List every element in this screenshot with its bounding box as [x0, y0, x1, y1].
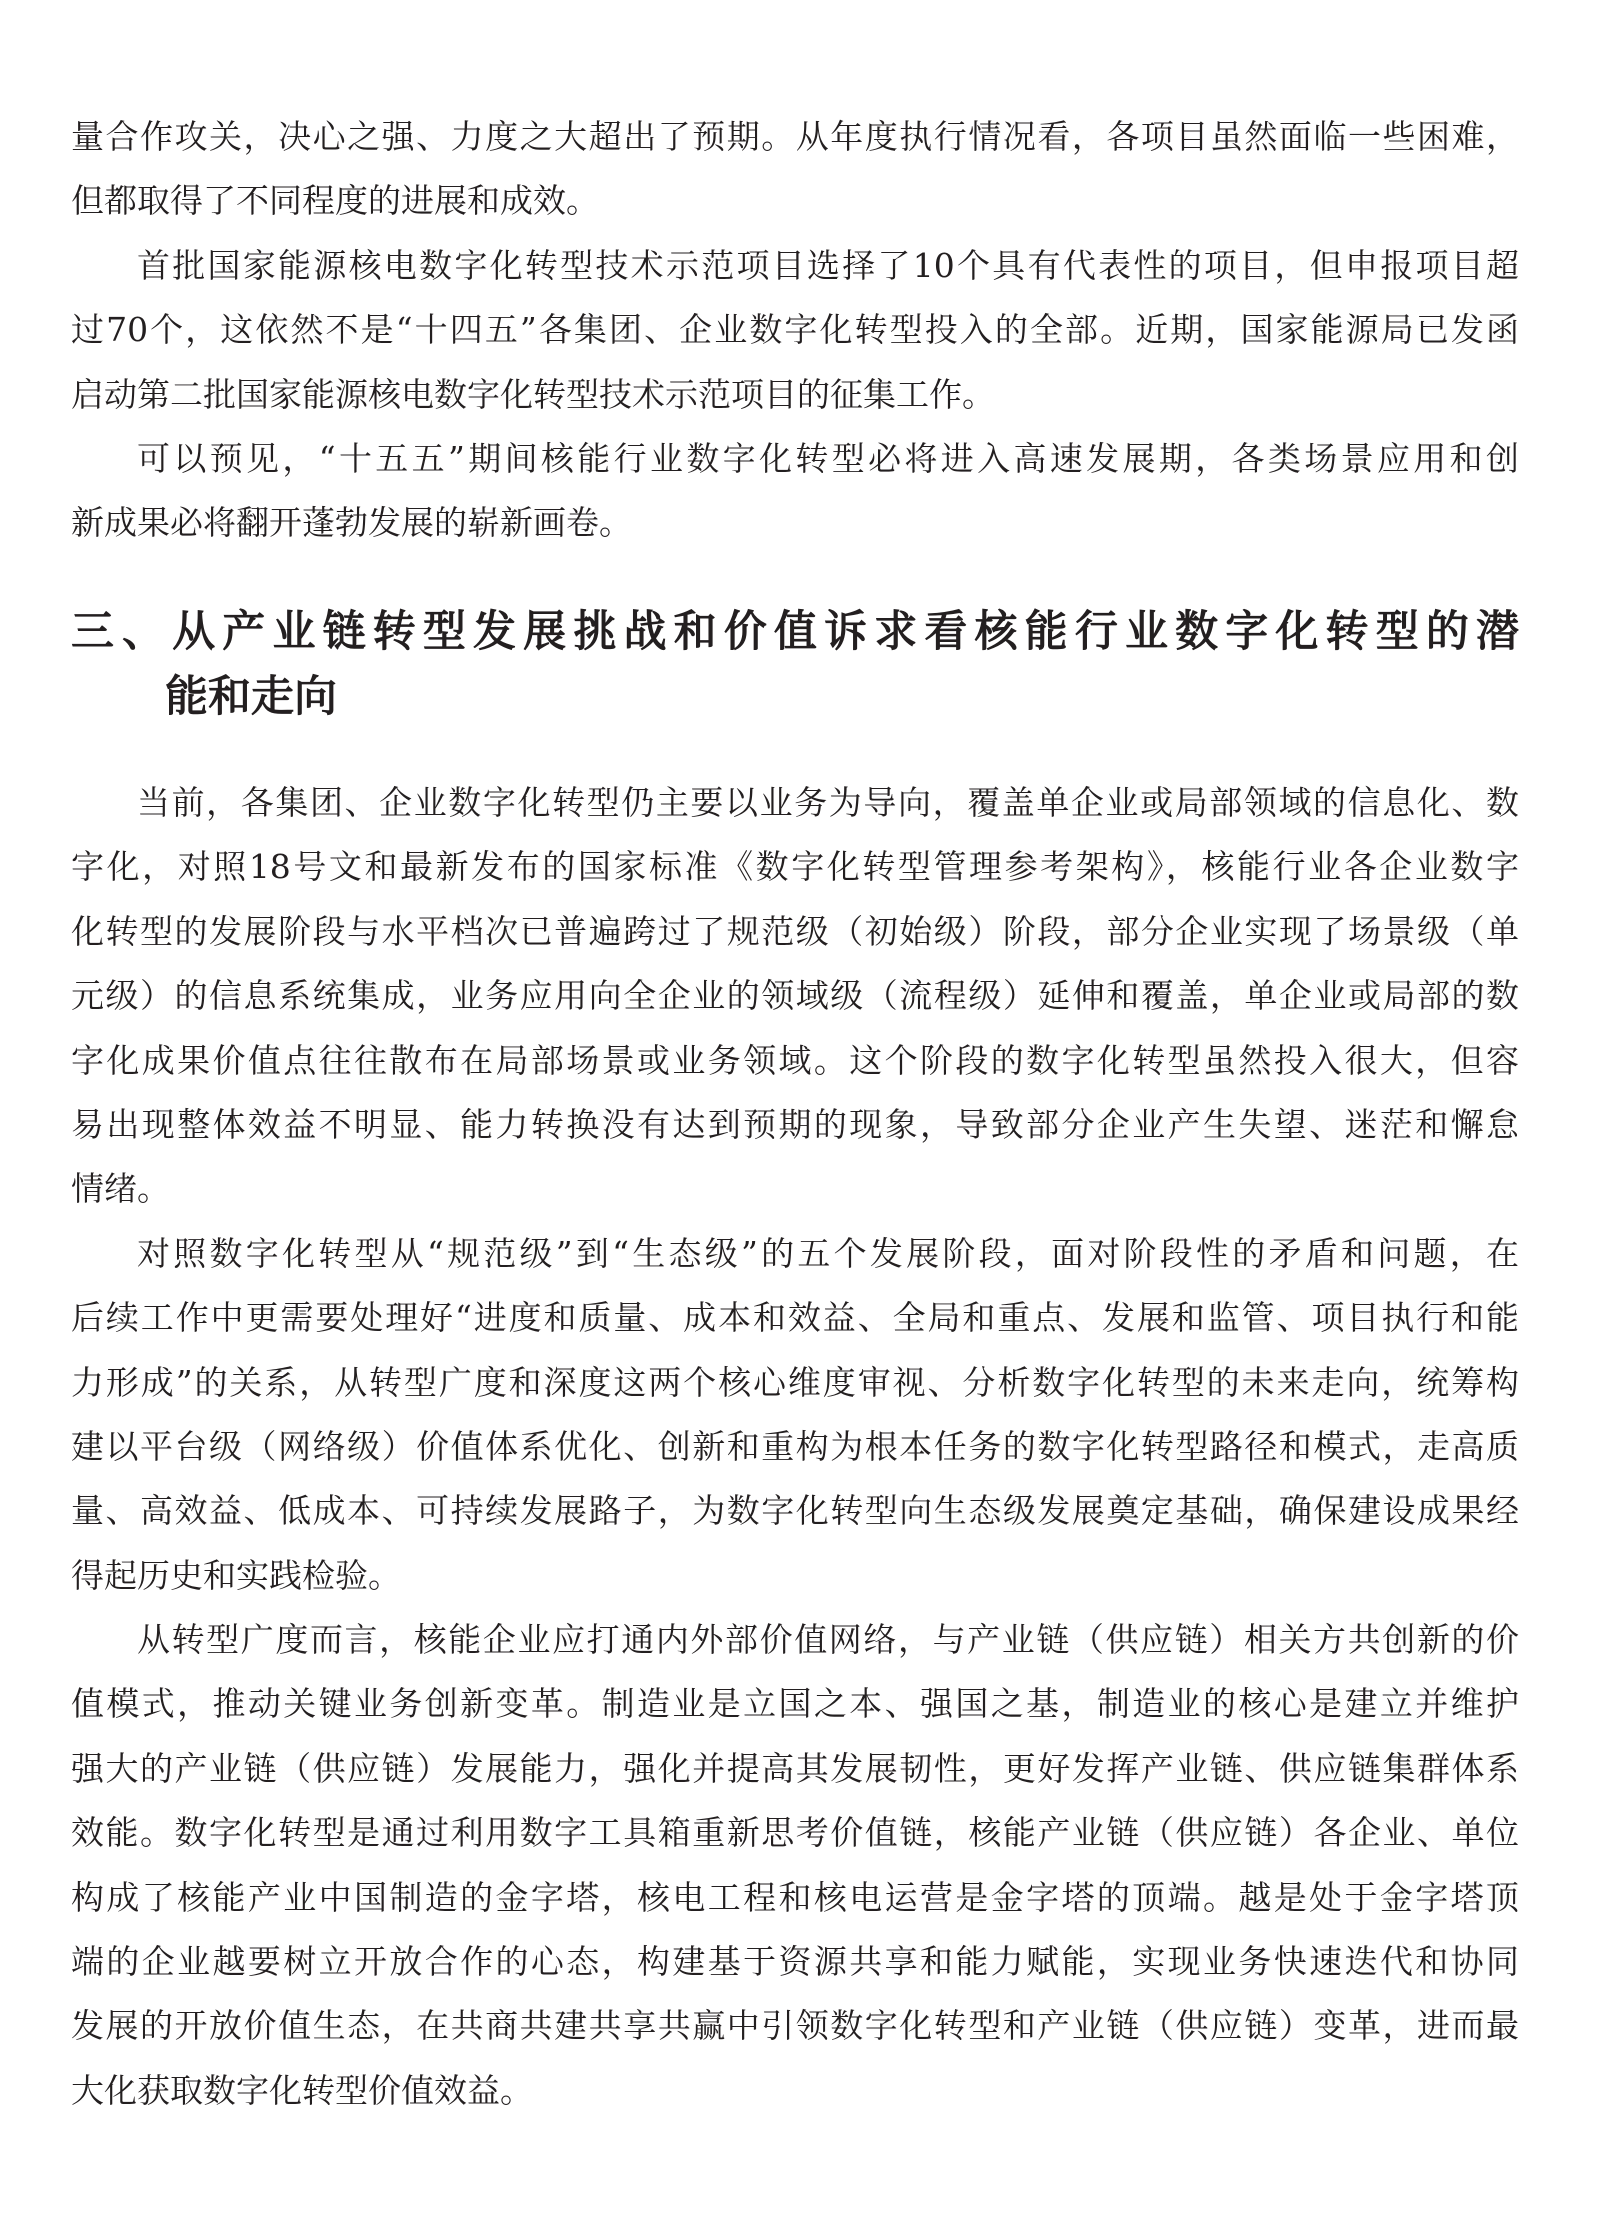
text-line: 但都取得了不同程度的进展和成效。	[71, 181, 599, 221]
text-line: 对照数字化转型从“规范级”到“生态级”的五个发展阶段，面对阶段性的矛盾和问题，在	[137, 1233, 1519, 1273]
paragraph-continuation	[71, 105, 1519, 234]
text-line: 首批国家能源核电数字化转型技术示范项目选择了10个具有代表性的项目，但申报项目超	[137, 245, 1519, 285]
paragraph-breadth	[71, 1608, 1519, 2123]
text-line: 力形成”的关系，从转型广度和深度这两个核心维度审视、分析数字化转型的未来走向，统筹构	[71, 1362, 1519, 1402]
text-line: 当前，各集团、企业数字化转型仍主要以业务为导向，覆盖单企业或局部领域的信息化、数	[137, 783, 1519, 822]
section-body	[71, 771, 1519, 2123]
text-line: 效能。数字化转型是通过利用数字工具箱重新思考价值链，核能产业链（供应链）各企业、单位	[71, 1813, 1519, 1853]
heading-text: 从产业链转型发展挑战和价值诉求看核能行业数字化转型的潜	[165, 607, 1519, 657]
paragraph-stages	[71, 1222, 1519, 1608]
text-line: 得起历史和实践检验。	[71, 1555, 401, 1595]
section-heading	[71, 600, 1519, 730]
text-line: 量、高效益、低成本、可持续发展路子，为数字化转型向生态级发展奠定基础，确保建设成果经	[71, 1491, 1519, 1531]
text-line: 字化，对照18号文和最新发布的国家标准《数字化转型管理参考架构》，核能行业各企业数字	[71, 847, 1519, 887]
heading-line	[71, 600, 1519, 665]
paragraph-outlook	[71, 427, 1519, 556]
heading-line: 能和走向	[165, 672, 337, 722]
paragraph-demo-projects	[71, 234, 1519, 427]
text-line: 字化成果价值点往往散布在局部场景或业务领域。这个阶段的数字化转型虽然投入很大，但容	[71, 1040, 1519, 1080]
text-line: 量合作攻关，决心之强、力度之大超出了预期。从年度执行情况看，各项目虽然面临一些困难，	[71, 117, 1519, 156]
text-line: 过70个，这依然不是“十四五”各集团、企业数字化转型投入的全部。近期，国家能源局已发函	[71, 310, 1519, 350]
text-line: 启动第二批国家能源核电数字化转型技术示范项目的征集工作。	[71, 374, 995, 414]
heading-number: 三、	[71, 607, 165, 657]
text-line: 发展的开放价值生态，在共商共建共享共赢中引领数字化转型和产业链（供应链）变革，进而最	[71, 2006, 1519, 2046]
text-line: 构成了核能产业中国制造的金字塔，核电工程和核电运营是金字塔的顶端。越是处于金字塔顶	[71, 1877, 1519, 1917]
text-line: 易出现整体效益不明显、能力转换没有达到预期的现象，导致部分企业产生失望、迷茫和懈怠	[71, 1104, 1519, 1144]
text-line: 元级）的信息系统集成，业务应用向全企业的领域级（流程级）延伸和覆盖，单企业或局部的数	[71, 976, 1519, 1016]
text-line: 新成果必将翻开蓬勃发展的崭新画卷。	[71, 503, 632, 543]
text-line: 端的企业越要树立开放合作的心态，构建基于资源共享和能力赋能，实现业务快速迭代和协同	[71, 1942, 1519, 1982]
text-line: 从转型广度而言，核能企业应打通内外部价值网络，与产业链（供应链）相关方共创新的价	[137, 1620, 1519, 1660]
text-line: 强大的产业链（供应链）发展能力，强化并提高其发展韧性，更好发挥产业链、供应链集群体系	[71, 1748, 1519, 1788]
text-line: 情绪。	[71, 1169, 170, 1209]
text-line: 建以平台级（网络级）价值体系优化、创新和重构为根本任务的数字化转型路径和模式，走高质	[71, 1426, 1519, 1466]
paragraph-current-state	[71, 771, 1519, 1222]
text-line: 可以预见，“十五五”期间核能行业数字化转型必将进入高速发展期，各类场景应用和创	[137, 438, 1519, 478]
text-line: 值模式，推动关键业务创新变革。制造业是立国之本、强国之基，制造业的核心是建立并维护	[71, 1684, 1519, 1724]
text-line: 化转型的发展阶段与水平档次已普遍跨过了规范级（初始级）阶段，部分企业实现了场景级（单	[71, 911, 1519, 951]
text-line: 后续工作中更需要处理好“进度和质量、成本和效益、全局和重点、发展和监管、项目执行和能	[71, 1298, 1519, 1338]
text-line: 大化获取数字化转型价值效益。	[71, 2070, 533, 2110]
upper-text-block	[71, 105, 1519, 556]
